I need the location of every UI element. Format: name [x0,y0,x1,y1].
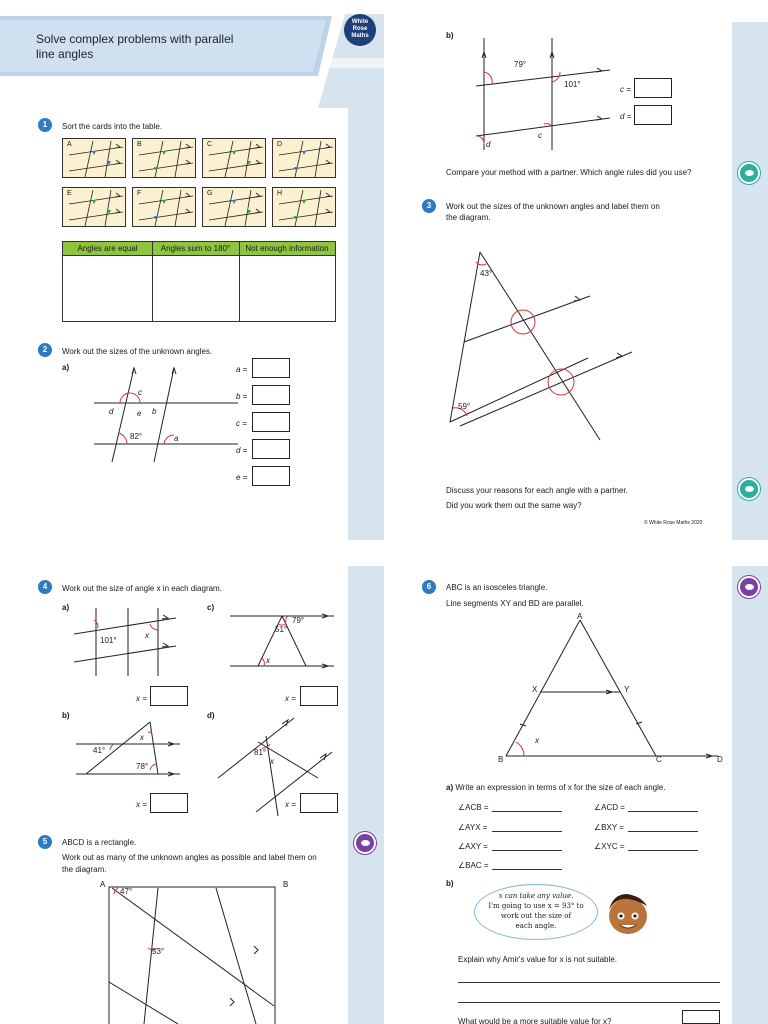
page-top-right [384,0,768,540]
q6-angle-label: ∠ACB = [458,803,489,812]
q6-point-A: A [577,612,583,621]
page-title: Solve complex problems with parallel line angles [36,32,234,61]
card-diagram [203,139,267,179]
q3-discuss-line1: Discuss your reasons for each angle with a partner. [446,486,628,495]
q2b-diagram [474,34,614,152]
q3-diagram [446,248,636,444]
card-h[interactable] [272,187,336,227]
q2b-answer-c-box[interactable] [634,78,672,98]
q1-prompt: Sort the cards into the table. [62,122,163,131]
card-diagram [203,188,267,228]
q6-angle-label: ∠ACD = [594,803,625,812]
answer-line[interactable] [458,982,720,983]
discussion-icon [738,478,760,500]
card-b[interactable] [132,138,196,178]
amir-avatar [606,892,652,936]
card-label: C [207,141,213,148]
q6-angle-answer-line[interactable] [492,811,562,812]
table-header-equal: Angles are equal [77,244,138,253]
q6-explain: Explain why Amir's value for x is not suitable. [458,955,617,964]
q6-point-X: X [532,685,538,694]
card-f[interactable] [132,187,196,227]
table-header-180: Angles sum to 180° [160,244,231,253]
q6-point-D: D [717,755,723,764]
q4d-answer-label: x = [285,800,296,809]
q6-point-B: B [498,755,504,764]
q2b-compare: Compare your method with a partner. Which angle rules did you use? [446,168,692,177]
q2-part-b: b) [446,31,454,40]
card-label: A [67,141,72,148]
q4c-x: x [266,656,270,665]
q6-x: x [535,736,539,745]
reasoning-icon [354,832,376,854]
q6-angle-answer-line[interactable] [492,831,562,832]
question-number-1: 1 [38,118,52,132]
q2a-answer-label: a = [236,365,248,374]
q2-prompt: Work out the sizes of the unknown angles. [62,347,213,356]
q2a-answer-label: c = [236,419,247,428]
q6-angle-answer-line[interactable] [628,831,698,832]
q4a-x: x [145,631,149,640]
side-strip [348,108,384,540]
q4c-angle1: 79° [292,616,305,625]
q2a-answer-box[interactable] [252,439,290,459]
card-diagram [273,188,337,228]
side-strip [732,22,768,540]
q2b-answer-d-label: d = [620,112,632,121]
q4a-answer-box[interactable] [150,686,188,706]
q2b-answer-d-box[interactable] [634,105,672,125]
card-e[interactable] [62,187,126,227]
q2a-answer-label: e = [236,473,248,482]
q6-point-Y: Y [624,685,630,694]
q2a-answer-box[interactable] [252,358,290,378]
card-d[interactable] [272,138,336,178]
q4b-x: x [140,733,144,742]
side-strip [348,566,384,1024]
q4a-part: a) [62,603,70,612]
card-diagram [63,139,127,179]
question-number-5: 5 [38,835,52,849]
q4c-angle2: 51° [275,625,288,634]
q2b-angle-79: 79° [514,60,527,69]
card-label: F [137,190,142,197]
q5-label-A: A [100,880,106,889]
q4c-answer-box[interactable] [300,686,338,706]
q6-angle-label: ∠AXY = [458,842,488,851]
q6-prompt-line2: Line segments XY and BD are parallel. [446,599,584,608]
question-number-4: 4 [38,580,52,594]
q4a-diagram [70,606,180,678]
card-diagram [273,139,337,179]
q4b-angle2: 78° [136,762,149,771]
page-bottom-left [0,540,384,1024]
q2a-label-e: e [137,409,142,418]
q6-point-C: C [656,755,662,764]
q2a-answer-label: d = [236,446,248,455]
q6-more-suitable-box[interactable] [682,1010,720,1024]
q6-angle-answer-line[interactable] [628,811,698,812]
q4b-angle1: 41° [93,746,106,755]
q2a-label-a: a [174,434,179,443]
q3-discuss-line2: Did you work them out the same way? [446,501,582,510]
q4d-angle: 81° [254,748,267,757]
q4d-answer-box[interactable] [300,793,338,813]
question-number-6: 6 [422,580,436,594]
sort-table [62,241,336,322]
q3-prompt-line2: the diagram. [446,213,491,222]
card-diagram [63,188,127,228]
reasoning-icon [738,576,760,598]
q2a-label-c: c [138,388,142,397]
q2b-label-c: c [538,131,542,140]
card-label: B [137,141,142,148]
q4d-part: d) [207,711,215,720]
header-banner [0,14,384,114]
q2b-angle-101: 101° [564,80,581,89]
q6-more-suitable: What would be a more suitable value for x? [458,1017,612,1024]
q6-angle-answer-line[interactable] [628,850,698,851]
card-a[interactable] [62,138,126,178]
q4a-angle: 101° [100,636,117,645]
q5-prompt-line2: Work out as many of the unknown angles as possible and label them on [62,853,317,862]
q4b-answer-label: x = [136,800,147,809]
card-label: E [67,190,72,197]
q2a-answer-box[interactable] [252,385,290,405]
q2a-answer-box[interactable] [252,466,290,486]
card-c[interactable] [202,138,266,178]
card-label: H [277,190,283,197]
q6-angle-answer-line[interactable] [492,850,562,851]
question-number-3: 3 [422,199,436,213]
q6-angle-label: ∠XYC = [594,842,625,851]
q6-angle-label: ∠BAC = [458,861,489,870]
answer-line[interactable] [458,1002,720,1003]
q4c-diagram [226,606,338,670]
q6-part-a: a) Write an expression in terms of x for the size of each angle. [446,783,666,792]
q5-label-B: B [283,880,289,889]
q2a-angle-82: 82° [130,432,143,441]
q2b-label-d: d [486,140,491,149]
discussion-icon [738,162,760,184]
q6-part-b: b) [446,879,454,888]
q4b-answer-box[interactable] [150,793,188,813]
q2-part-a: a) [62,363,70,372]
q3-angle-43: 43° [480,269,493,278]
q6-angle-label: ∠BXY = [594,823,624,832]
q3-angle-59: 59° [458,402,471,411]
page-bottom-right [384,540,768,1024]
page-top-left [0,0,384,540]
q2a-answer-box[interactable] [252,412,290,432]
card-diagram [133,139,197,179]
copyright: © White Rose Maths 2020 [644,520,703,526]
question-number-2: 2 [38,343,52,357]
q4a-answer-label: x = [136,694,147,703]
card-g[interactable] [202,187,266,227]
q2a-label-d: d [109,407,114,416]
q5-angle-53: 53° [152,947,165,956]
q4-prompt: Work out the size of angle x in each diagram. [62,584,222,593]
q5-prompt-line3: the diagram. [62,865,107,874]
card-diagram [133,188,197,228]
q2b-answer-c-label: c = [620,85,631,94]
q4b-part: b) [62,711,70,720]
white-rose-logo: White Rose Maths [344,14,376,46]
q2a-answer-label: b = [236,392,248,401]
card-label: D [277,141,283,148]
speech-bubble: x can take any value. I'm going to use x = 93° to work out the size of each angle. [474,884,598,940]
q2a-label-b: b [152,407,157,416]
q6-angle-label: ∠AYX = [458,823,488,832]
side-strip [732,566,768,1024]
q6-angle-answer-line[interactable] [492,869,562,870]
q5-angle-47: 47° [120,887,133,896]
q5-diagram [108,886,278,1024]
q3-prompt-line1: Work out the sizes of the unknown angles and label them on [446,202,660,211]
q4b-diagram [72,718,184,780]
q6-prompt-line1: ABC is an isosceles triangle. [446,583,548,592]
q4d-x: x [270,757,274,766]
q4c-answer-label: x = [285,694,296,703]
q5-prompt-line1: ABCD is a rectangle. [62,838,137,847]
table-header-not-enough: Not enough information [245,244,329,253]
q4c-part: c) [207,603,215,612]
card-label: G [207,190,213,197]
